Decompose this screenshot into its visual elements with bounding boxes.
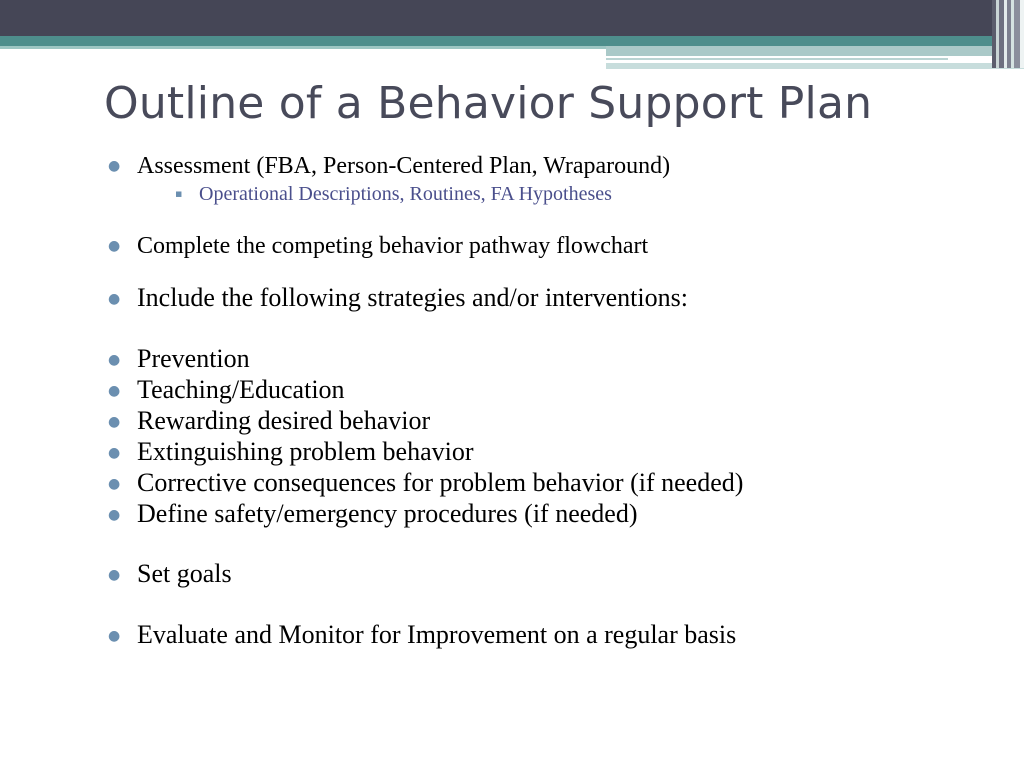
bullet-text: Extinguishing problem behavior (137, 437, 474, 466)
bullet-dot-icon: ● (108, 352, 121, 368)
bullet-item (108, 559, 1008, 589)
bullet-item (108, 152, 1008, 180)
bullet-dot-icon: ● (108, 414, 121, 430)
bullet-item (108, 437, 1008, 467)
header-bar-teal-right (606, 46, 1024, 56)
bullet-text: Assessment (FBA, Person-Centered Plan, Wraparound) (137, 153, 671, 179)
bullet-item (108, 344, 1008, 374)
bullet-text: Rewarding desired behavior (137, 406, 431, 435)
bullet-text: Evaluate and Monitor for Improvement on a regular basis (137, 620, 737, 649)
bullet-item (108, 283, 1008, 313)
bullet-item (108, 406, 1008, 436)
header-stripes (992, 0, 1024, 68)
sub-bullet-text: Operational Descriptions, Routines, FA Hypotheses (199, 183, 612, 205)
bullet-dot-icon: ● (108, 238, 121, 254)
bullet-text: Include the following strategies and/or interventions: (137, 283, 688, 312)
bullet-item (108, 468, 1008, 498)
bullet-text: Teaching/Education (137, 375, 345, 404)
header-bar-teal (0, 36, 1024, 46)
bullet-text: Complete the competing behavior pathway flowchart (137, 233, 649, 259)
bullet-item (108, 499, 1008, 529)
bullet-dot-icon: ● (108, 567, 121, 583)
sub-bullet-item (108, 182, 1008, 206)
header-line-right-lower (606, 63, 1024, 69)
bullet-item (108, 620, 1008, 650)
header-bar-dark (0, 0, 1024, 36)
bullet-dot-icon: ● (108, 628, 121, 644)
bullet-dot-icon: ● (108, 507, 121, 523)
bullet-dot-icon: ● (108, 158, 121, 174)
bullet-text: Set goals (137, 559, 232, 588)
bullet-text: Define safety/emergency procedures (if needed) (137, 499, 638, 528)
bullet-dot-icon: ● (108, 445, 121, 461)
bullet-dot-icon: ● (108, 383, 121, 399)
bullet-item (108, 375, 1008, 405)
bullet-dot-icon: ● (108, 476, 121, 492)
bullet-text: Corrective consequences for problem behavior (if needed) (137, 468, 744, 497)
header-line-right (606, 58, 948, 60)
bullet-text: Prevention (137, 344, 250, 373)
bullet-dot-icon: ● (108, 291, 121, 307)
bullet-item (108, 232, 1008, 260)
bullet-list (108, 150, 1008, 650)
slide-title: Outline of a Behavior Support Plan (104, 78, 873, 129)
sub-bullet-dot-icon: ▪ (175, 187, 183, 200)
